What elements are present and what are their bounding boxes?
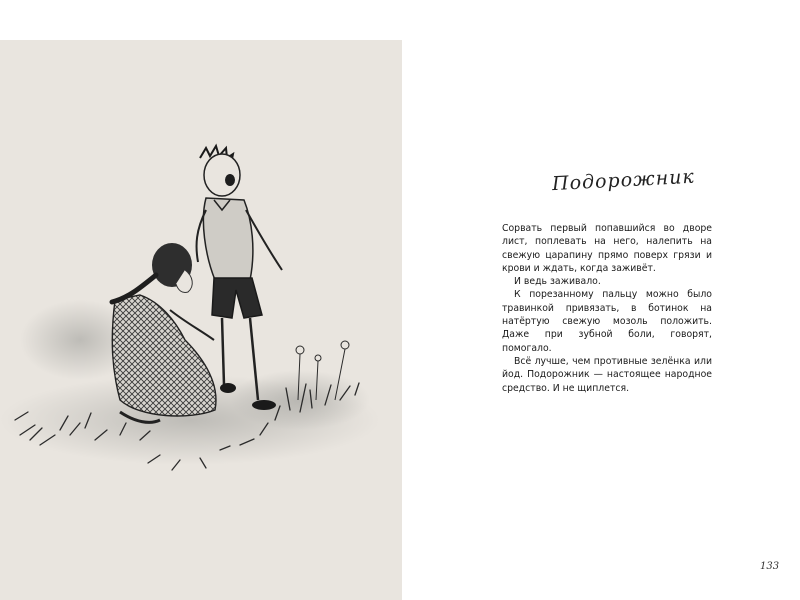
- article-body: [502, 222, 712, 395]
- paragraph: Всё лучше, чем противные зелёнка или йод. Подорожник — настоящее народное средство. И не щиплется.: [502, 355, 712, 394]
- page-number: 133: [760, 561, 780, 572]
- paragraph: И ведь заживало.: [514, 276, 601, 288]
- article-title: Подорожник: [551, 165, 696, 196]
- boy-figure: [197, 146, 282, 410]
- children-sketch-illustration: [0, 40, 402, 600]
- paragraph: К порезанному пальцу можно было травинкой привязать, в ботинок на натёртую свежую мозоль положить. Даже при зубной боли, говорят, помогало.: [502, 289, 712, 354]
- illustration-page: [0, 40, 402, 600]
- paragraph: Сорвать первый попавшийся во дворе лист, поплевать на него, налепить на свежую царапину прямо поверх грязи и крови и ждать, когда заживёт.: [502, 223, 712, 274]
- girl-figure: [112, 243, 216, 422]
- text-page: [402, 0, 800, 600]
